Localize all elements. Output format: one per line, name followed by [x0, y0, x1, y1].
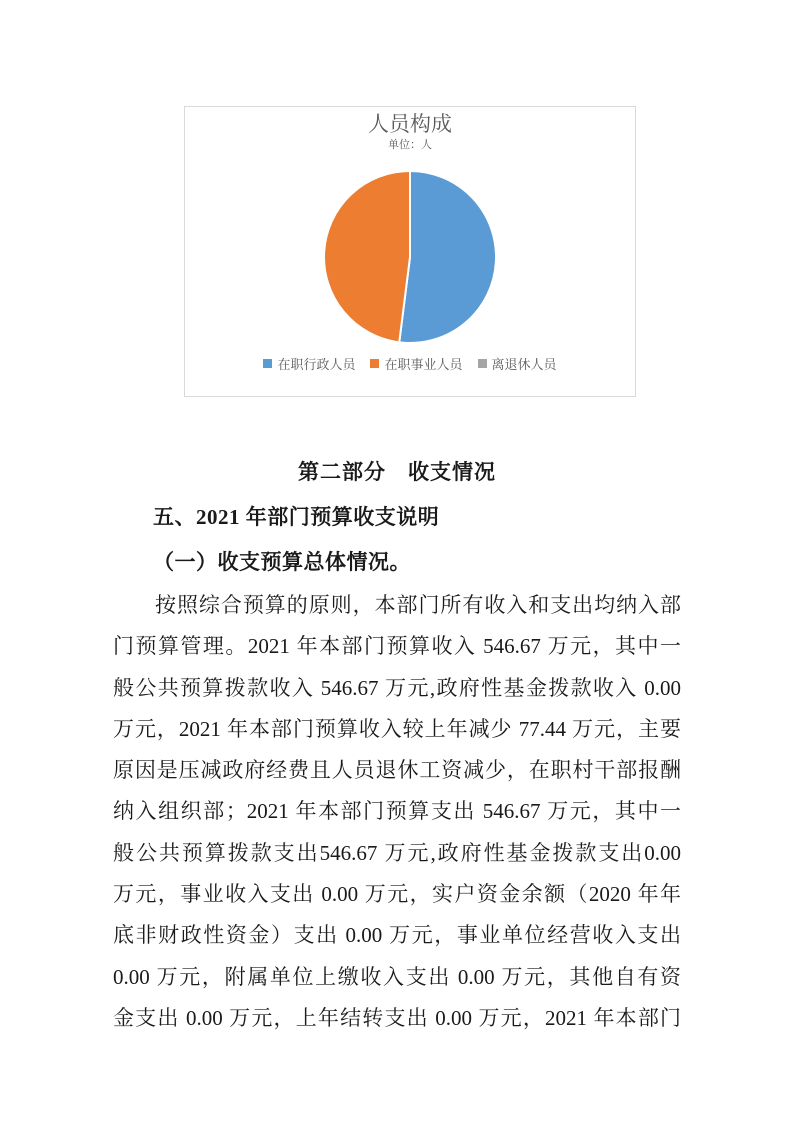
- chart-unit-label: 单位：人: [388, 139, 432, 151]
- legend-item-retired-staff: [478, 354, 557, 373]
- body-line: 般公共预算拨款支出546.67 万元,政府性基金拨款支出0.00: [113, 840, 681, 865]
- part-heading: 第二部分 收支情况: [298, 460, 496, 484]
- legend-label: 在职行政人员: [277, 357, 356, 372]
- legend-swatch-blue: [263, 359, 272, 368]
- body-line: 0.00 万元，附属单位上缴收入支出 0.00 万元，其他自有资: [113, 964, 681, 989]
- legend-label: 在职事业人员: [384, 357, 463, 372]
- body-line: 万元，事业收入支出 0.00 万元，实户资金余额（2020 年年: [113, 882, 681, 907]
- body-line: 按照综合预算的原则，本部门所有收入和支出均纳入部: [155, 593, 681, 617]
- body-line: 原因是压减政府经费且人员退休工资减少，在职村干部报酬: [113, 758, 681, 783]
- body-line: 金支出 0.00 万元，上年结转支出 0.00 万元，2021 年本部门: [113, 1005, 681, 1030]
- subsection-heading: （一）收支预算总体情况。: [153, 550, 411, 574]
- body-line: 门预算管理。2021 年本部门预算收入 546.67 万元，其中一: [113, 634, 681, 659]
- body-line: 底非财政性资金）支出 0.00 万元，事业单位经营收入支出: [113, 923, 681, 948]
- legend-label: 离退休人员: [491, 357, 557, 372]
- section-heading: 五、2021 年部门预算收支说明: [153, 505, 440, 529]
- pie-chart: [322, 169, 498, 345]
- chart-legend: [263, 354, 556, 373]
- pie-slice-0: [399, 171, 496, 343]
- legend-item-admin-staff: [263, 354, 355, 373]
- body-line: 般公共预算拨款收入 546.67 万元,政府性基金拨款收入 0.00: [113, 675, 681, 700]
- legend-swatch-orange: [370, 359, 379, 368]
- body-line: 纳入组织部；2021 年本部门预算支出 546.67 万元，其中一: [113, 799, 681, 824]
- document-text-column: [113, 450, 681, 1039]
- body-paragraph: [113, 585, 681, 1039]
- body-line: 万元，2021 年本部门预算收入较上年减少 77.44 万元，主要: [113, 716, 681, 741]
- pie-slice-1: [324, 171, 410, 342]
- chart-title: 人员构成: [368, 113, 452, 136]
- legend-swatch-gray: [478, 359, 487, 368]
- legend-item-institution-staff: [370, 354, 462, 373]
- personnel-composition-chart: [184, 106, 636, 397]
